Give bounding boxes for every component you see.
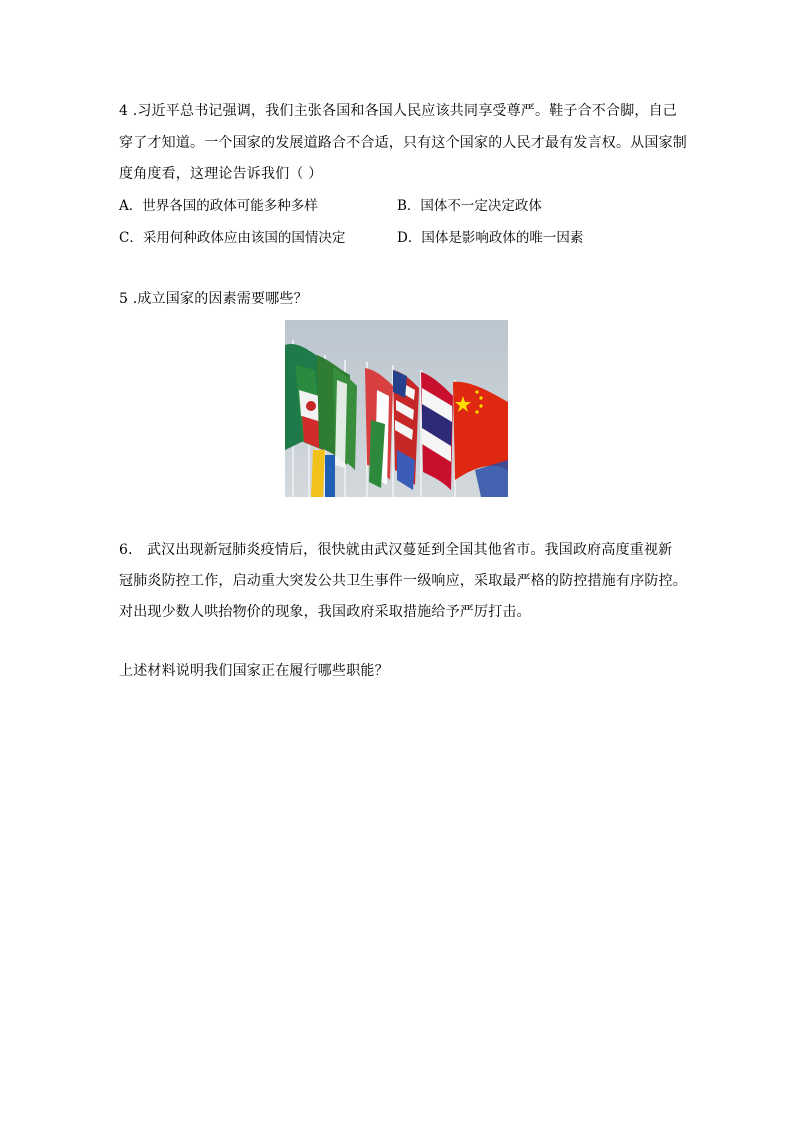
q4-option-b: B．国体不一定决定政体: [397, 198, 542, 214]
q6-material-line-1: 6． 武汉出现新冠肺炎疫情后，很快就由武汉蔓延到全国其他省市。我国政府高度重视新: [119, 542, 673, 558]
q4-stem-line-2: 穿了才知道。一个国家的发展道路合不合适，只有这个国家的人民才最有发言权。从国家制: [119, 135, 687, 151]
q4-option-a: A．世界各国的政体可能多种多样: [119, 198, 318, 214]
q6-material-line-3: 对出现少数人哄抬物价的现象，我国政府采取措施给予严厉打击。: [119, 604, 531, 620]
q4-stem-line-3: 度角度看，这理论告诉我们（ ）: [119, 166, 323, 182]
q6-material-line-2: 冠肺炎防控工作，启动重大突发公共卫生事件一级响应，采取最严格的防控措施有序防控。: [119, 573, 687, 589]
q4-option-c: C．采用何种政体应由该国的国情决定: [119, 230, 346, 246]
q4-option-d: D．国体是影响政体的唯一因素: [397, 230, 584, 246]
q4-stem-line-1: 4 .习近平总书记强调，我们主张各国和各国人民应该共同享受尊严。鞋子合不合脚，自己: [119, 103, 678, 119]
flags-photo: [285, 320, 508, 497]
q5-stem: 5 .成立国家的因素需要哪些？: [119, 291, 308, 307]
q6-question: 上述材料说明我们国家正在履行哪些职能？: [119, 663, 389, 679]
